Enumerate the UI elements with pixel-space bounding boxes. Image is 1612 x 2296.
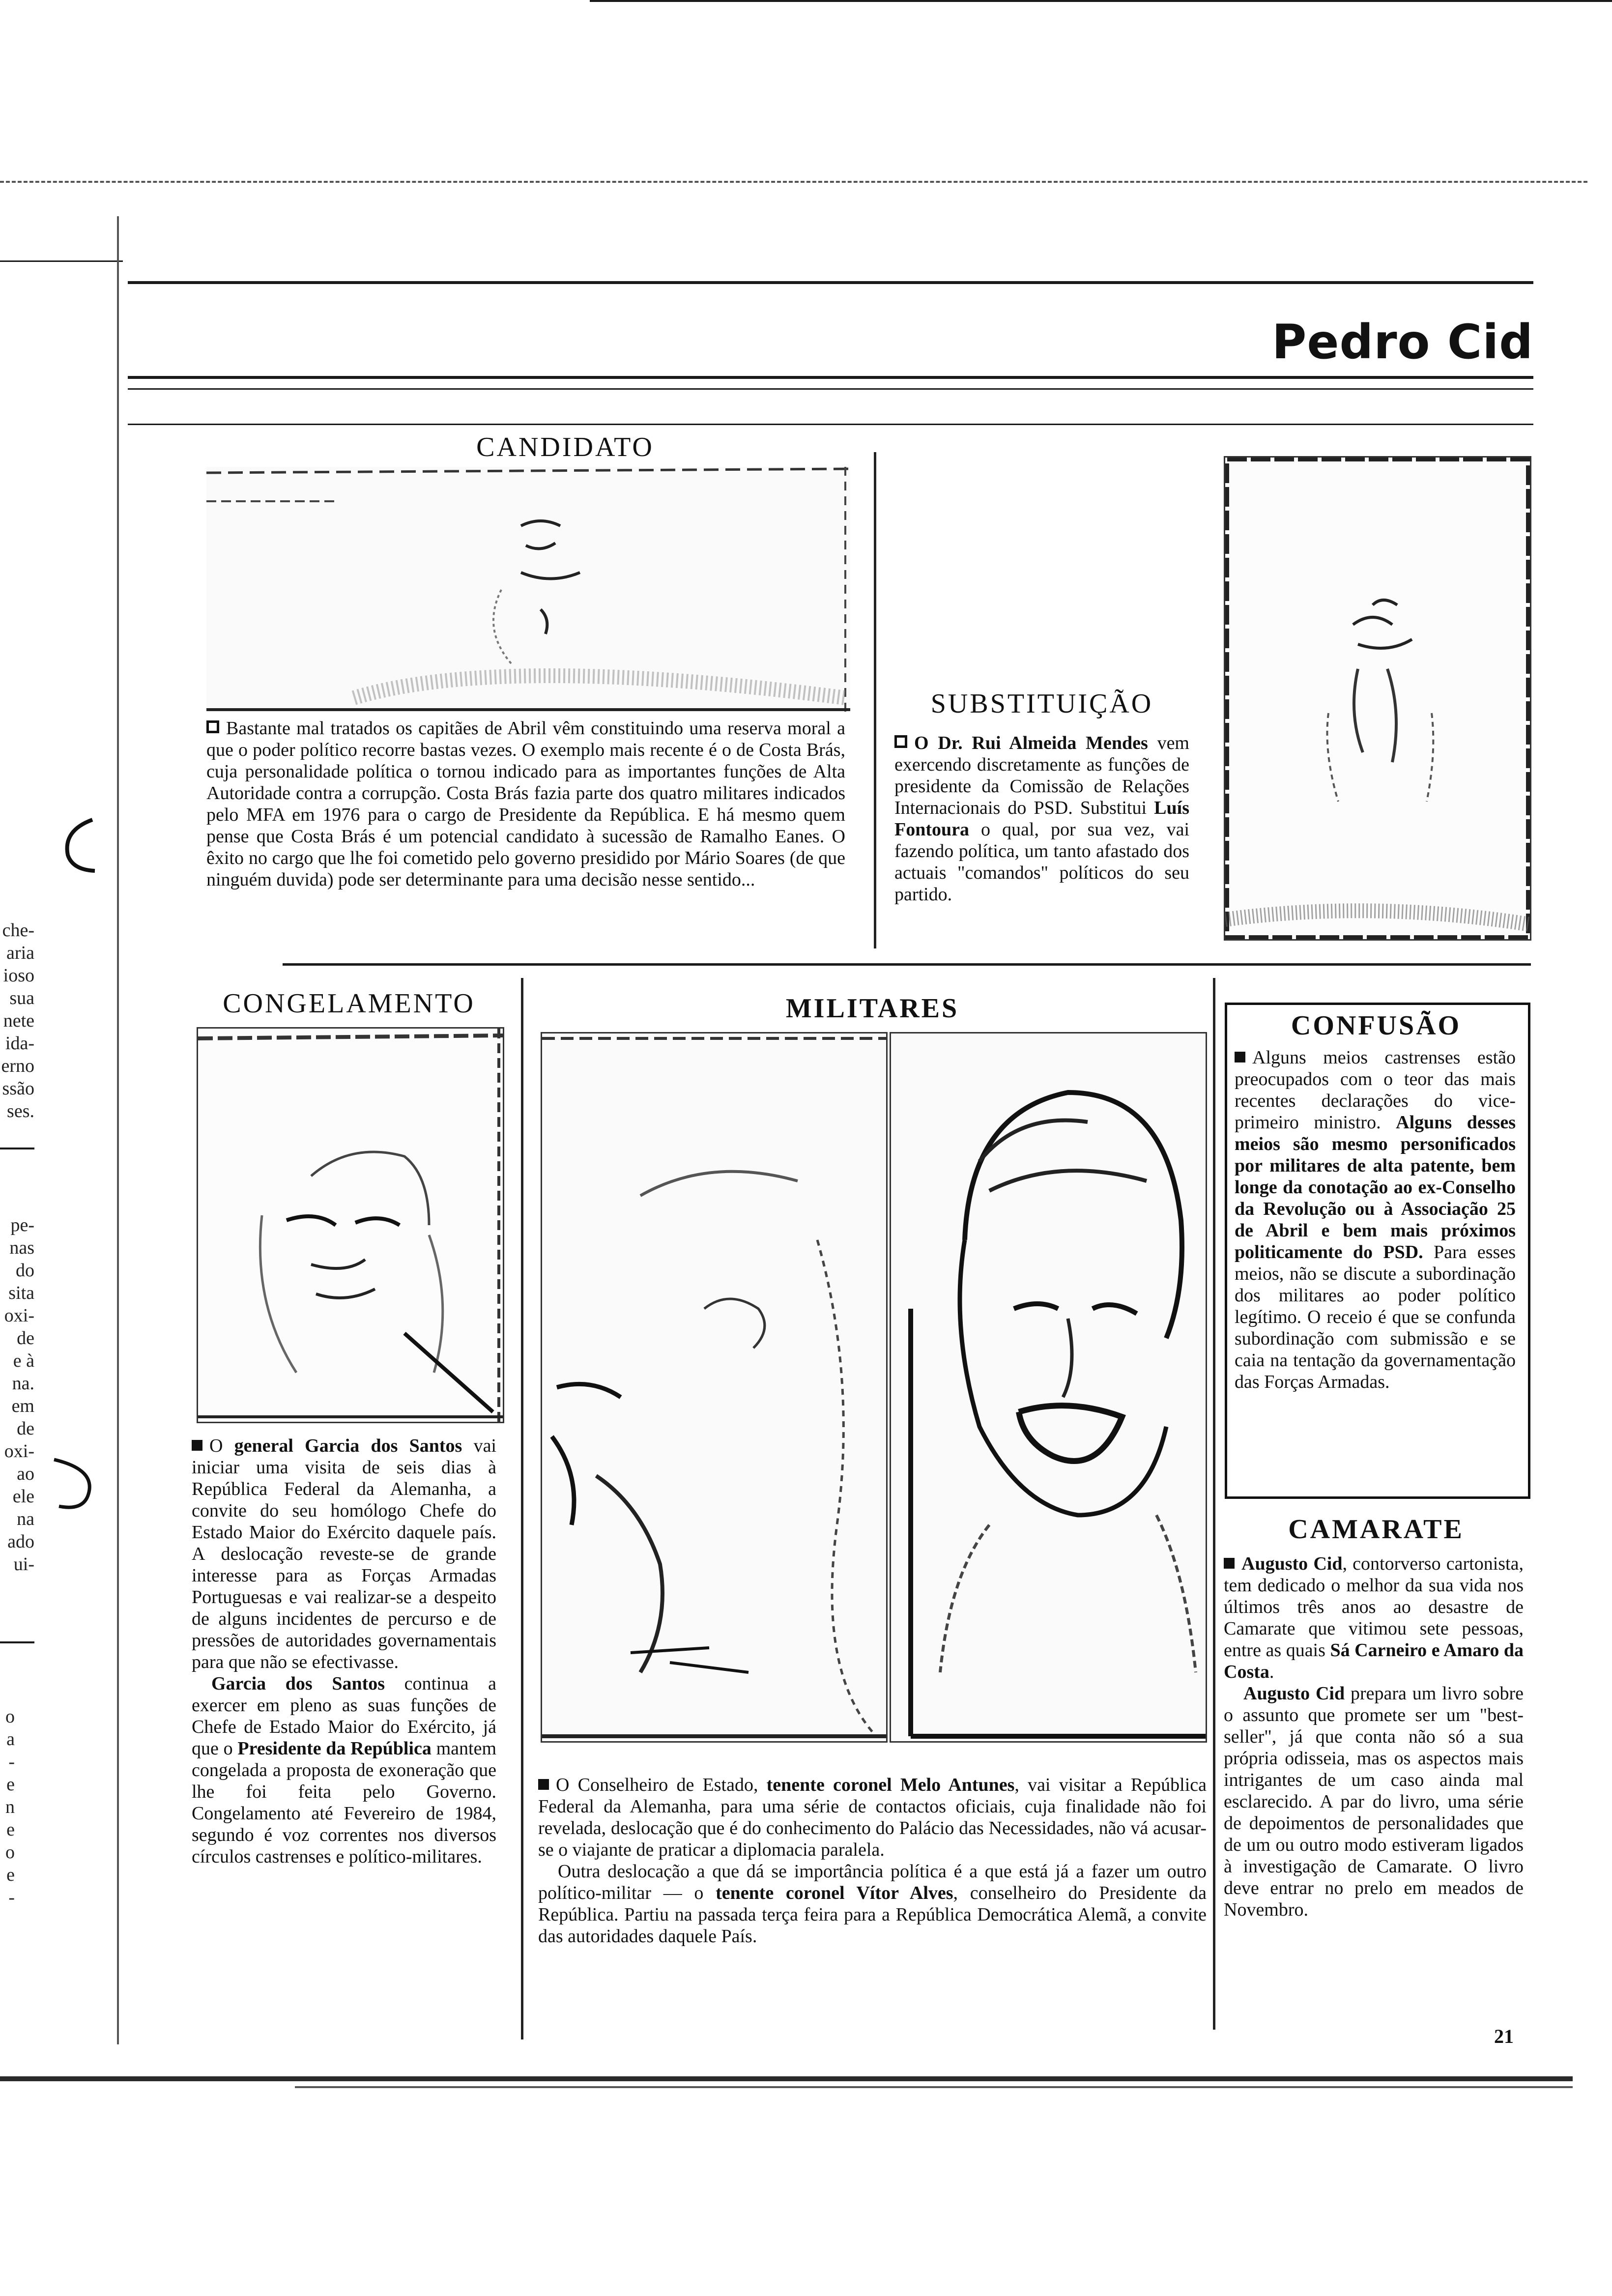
congelamento-body: O general Garcia dos Santos vai iniciar uma visita de seis dias à República Federal da Alemanha, a convite do seu homólogo Chefe do Estado Maior do Exército daquele país. A deslocação reveste-se de grande interesse para as Forças Armadas Portuguesas e vai realizar-se a despeito de alguns incidentes de percurso e de pressões de autoridades governamentais para que não se efectivasse. Garcia dos Santos continua a exercer em pleno as suas funções de Chefe de Estado Maior do Exército, já que o Presidente da República mantem congelada a proposta de exoneração que lhe foi feita pelo Governo. Congelamento até Fevereiro de 1984, segundo é voz correntes nos diversos círculos castrenses e político-militares. [192,1435,497,1867]
militares-body: O Conselheiro de Estado, tenente coronel Melo Antunes, vai visitar a República Federal da Alemanha, para uma série de contactos oficiais, cuja finalidade não foi revelada, deslocação que é do conhecimento do Palácio das Necessidades, não vá acusar-se o viajante de praticar a diplomacia paralela. Outra deslocação a que dá se importância política é a que está já a fazer um outro político-militar — o tenente coronel Vítor Alves, conselheiro do Presidente da República. Partiu na passada terça feira para a República Democrática Alemã, a convite das autoridades daquele País. [538,1775,1207,1947]
left-margin-rule-1 [0,1148,34,1149]
candidato-heading: CANDIDATO [476,432,654,462]
binding-hole-bottom [49,1450,103,1519]
header-rule-bottom-2 [128,388,1533,390]
candidato-body: Bastante mal tratados os capitães de Abril vêm constituindo uma reserva moral a que o poder político recorre bastas vezes. O exemplo mais recente é o de Costa Brás, cuja personalidade política o tornou indicado para as importantes funções de Alta Autoridade contra a corrupção. Costa Brás fazia parte dos quatro militares indicados pelo MFA em 1976 para o cargo de Presidente da República. E há mesmo quem pense que Costa Brás é um potencial candidato à sucessão de Ramalho Eanes. O êxito no cargo que lhe foi cometido pelo governo presidido por Mário Soares (de que ninguém duvida) pode ser determinante para uma decisão nesse sentido... [206,718,845,890]
candidato-bullet-icon [206,720,219,733]
substituicao-heading: SUBSTITUIÇÃO [930,689,1153,719]
camarate-heading: CAMARATE [1288,1514,1464,1545]
binding-hole-top [58,816,102,875]
bottom-edge-rule-2 [295,2086,1573,2088]
vitor-alves-portrait-sketch [891,1033,1206,1741]
substituicao-portrait-sketch [1225,458,1530,939]
congelamento-divider [521,978,523,2039]
confusao-heading: CONFUSÃO [1291,1010,1462,1041]
header-rule-top [128,281,1533,284]
camarate-bullet-icon [1224,1558,1235,1569]
camarate-body: Augusto Cid, contorverso cartonista, tem dedicado o melhor da sua vida nos últimos três anos ao desastre de Camarate que vitimou sete pessoas, entre as quais Sá Carneiro e Amaro da Costa. Augusto Cid prepara um livro sobre o assunto que promete ser um "best-seller", já que conta não só a sua própria odisseia, mas os aspectos mais intrigantes de um caso ainda mal esclarecido. A par do livro, uma série de depoimentos de personalidades que de um ou outro modo estiveram ligados à investigação de Camarate. O livro deve entrar no prelo em meados de Novembro. [1224,1553,1524,1920]
candidato-portrait-sketch [206,467,850,713]
bottom-edge-rule [0,2076,1573,2081]
militares-photo-left [541,1032,888,1743]
left-margin-fragment-a: che- aria ioso sua nete ida- erno ssão ses. [1,920,34,1121]
top-dashed-rule [0,181,1587,183]
confusao-body: Alguns meios castrenses estão preocupados com o teor das mais recentes declarações do vice-primeiro ministro. Alguns desses meios são mesmo personificados por militares de alta patente, bem longe da conotação ao ex-Conselho da Revolução ou à Associação 25 de Abril e bem mais próximos politicamente do PSD. Para esses meios, não se discute a subordinação dos militares ao poder político legítimo. O receio é que se confunda subordinação com submissão e se caia na tentação da governamentação das Forças Armadas. [1235,1047,1516,1392]
substituicao-bullet-icon [894,735,907,748]
left-column-rule [117,216,119,2044]
congelamento-photo [197,1027,504,1423]
left-margin-fragment-c: o a - e n e o e - [5,1706,15,1908]
author-name: Pedro Cid [1272,315,1533,370]
substituicao-photo [1224,456,1531,941]
substituicao-body: O Dr. Rui Almeida Mendes vem exercendo discretamente as funções de presidente da Comissão de Relações Internacionais do PSD. Substitui Luís Fontoura o qual, por sua vez, vai fazendo política, um tanto afastado dos actuais "comandos" políticos do seu partido. [894,733,1189,905]
top-edge-rule [590,0,1612,2]
page-number: 21 [1494,2025,1514,2047]
middle-section-rule [283,963,1531,966]
candidato-divider [874,452,876,948]
header-rule-thin [0,260,123,262]
congelamento-bullet-icon [192,1440,202,1451]
candidato-photo [206,467,850,713]
section-top-rule [128,424,1533,425]
confusao-bullet-icon [1235,1052,1245,1062]
left-margin-fragment-b: pe- nas do sita oxi- de e à na. em de oxi- ao ele na ado ui- [4,1215,34,1575]
congelamento-heading: CONGELAMENTO [223,988,475,1019]
header-rule-bottom [128,376,1533,379]
left-margin-rule-2 [0,1641,34,1643]
militares-divider [1213,978,1215,2030]
militares-heading: MILITARES [785,993,959,1024]
congelamento-portrait-sketch [198,1029,503,1422]
melo-antunes-portrait-sketch [542,1033,886,1741]
militares-bullet-icon [538,1779,549,1790]
militares-photo-right [890,1032,1207,1743]
